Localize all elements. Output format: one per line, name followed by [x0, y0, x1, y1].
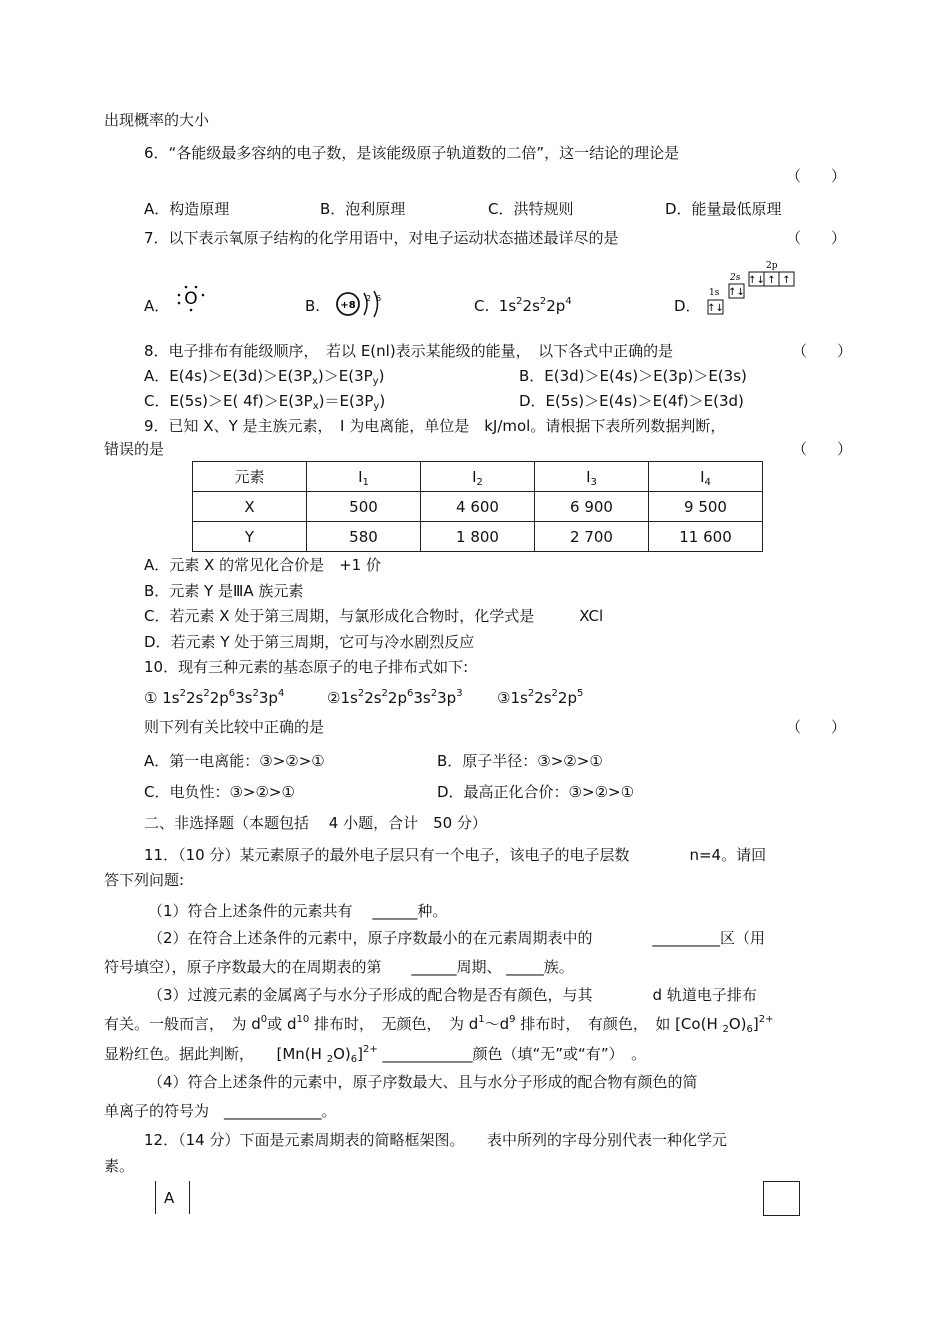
q11-part-2-continued: 符号填空），原子序数最大的在周期表的第 ______周期、 _____族。 — [104, 958, 574, 976]
periodic-table-cell-a-label: A — [164, 1189, 175, 1207]
q9-option-a: A．元素 X 的常见化合价是 +1 价 — [144, 556, 381, 574]
q8-option-b: B．E(3d)＞E(4s)＞E(3p)＞E(3s) — [519, 367, 747, 385]
q8-answer-paren: （ ） — [792, 342, 853, 360]
q10-config-1: ① $1s^22s^22p^63s^23p^4$ — [144, 688, 285, 707]
table-cell: 4 600 — [421, 492, 535, 522]
table-cell: 9 500 — [649, 492, 763, 522]
q11-part-3: （3）过渡元素的金属离子与水分子形成的配合物是否有颜色，与其 d 轨道电子排布 — [148, 986, 757, 1004]
q7-option-c: C. $1s^22s^22p^4$ — [474, 296, 572, 315]
q12-stem-continued: 素。 — [104, 1157, 135, 1175]
q8-option-d: D．E(5s)＞E(4s)＞E(4f)＞E(3d) — [519, 392, 744, 410]
lewis-oxygen-icon — [176, 283, 206, 313]
orbital-1s-box: ↑↓ — [707, 303, 724, 314]
q10-config-2: $②1s^22s^22p^63s^23p^3$ — [327, 688, 463, 707]
q8-stem: 8．电子排布有能级顺序， 若以 E(nl)表示某能级的能量， 以下各式中正确的是 — [144, 342, 674, 360]
q10-option-c: C．电负性：③>②>① — [144, 783, 295, 801]
table-cell: 500 — [307, 492, 421, 522]
q6-option-a: A．构造原理 — [144, 200, 230, 218]
q6-option-d: D．能量最低原理 — [665, 200, 782, 218]
q11-part-1: （1）符合上述条件的元素共有 ______种。 — [148, 902, 448, 920]
q7-answer-paren: （ ） — [786, 229, 847, 247]
table-header-cell: $I_2$ — [421, 462, 535, 492]
q10-stem-continued: 则下列有关比较中正确的是 — [144, 718, 325, 736]
q10-option-a: A．第一电离能：③>②>① — [144, 752, 325, 770]
table-header-cell: $I_1$ — [307, 462, 421, 492]
table-header-cell: $I_4$ — [649, 462, 763, 492]
q7-option-a-label: A． — [144, 297, 170, 315]
table-cell: X — [193, 492, 307, 522]
q11-part-3-line-3: 显粉红色。据此判断， [Mn(H $_2O)_6]^{2+}$ ____________颜色（填“无”或“有”） 。 — [104, 1044, 647, 1065]
q10-option-b: B．原子半径：③>②>① — [437, 752, 603, 770]
table-header-cell: $I_3$ — [535, 462, 649, 492]
q11-stem-continued: 答下列问题: — [104, 871, 185, 889]
svg-text:O: O — [184, 289, 198, 309]
q9-stem-continued: 错误的是 — [104, 440, 165, 458]
q8-option-a: A．$E(4s)>E(3d)>E(3P_x)>E(3P_y)$ — [144, 367, 385, 387]
table-cell: 2 700 — [535, 522, 649, 552]
q11-part-4-continued: 单离子的符号为 _____________。 — [104, 1102, 337, 1120]
table-cell: Y — [193, 522, 307, 552]
ionization-energy-table — [192, 461, 763, 552]
q7-option-d-label: D． — [674, 297, 701, 315]
periodic-table-cell-right — [763, 1181, 800, 1216]
bohr-nucleus: +8 — [340, 300, 356, 311]
q9-answer-paren: （ ） — [792, 440, 853, 458]
q7-stem: 7．以下表示氧原子结构的化学用语中，对电子运动状态描述最详尽的是 — [144, 229, 619, 247]
bohr-shell-1: 2 — [366, 294, 372, 303]
q10-option-d: D．最高正化合价：③>②>① — [437, 783, 635, 801]
orbital-diagram-icon — [706, 258, 801, 318]
orbital-2p-box-1: ↑↓ — [748, 275, 765, 286]
q10-answer-paren: （ ） — [786, 718, 847, 736]
section-heading: 二、非选择题（本题包括 4 小题，合计 50 分） — [144, 814, 487, 832]
table-row — [193, 522, 763, 552]
q6-option-c: C．洪特规则 — [488, 200, 574, 218]
table-row — [193, 492, 763, 522]
q11-part-3-line-2: 有关。一般而言， 为 $d^0$或 $d^{10}$ 排布时， 无颜色， 为 $d^1\sim d^9$ 排布时， 有颜色， 如 [Co(H $_2O)_6]^{2+}$ — [104, 1014, 774, 1035]
orbital-2p-box-3: ↑ — [782, 275, 791, 286]
q9-stem: 9．已知 X、Y 是主族元素， I 为电离能，单位是 kJ/mol。请根据下表所列数据判断， — [144, 417, 726, 435]
bohr-oxygen-icon — [336, 290, 386, 320]
bohr-shell-2: 6 — [376, 294, 382, 303]
q9-option-d: D．若元素 Y 处于第三周期，它可与冷水剧烈反应 — [144, 633, 475, 651]
intro-text: 出现概率的大小 — [104, 111, 210, 129]
q10-config-3: $③1s^22s^22p^5$ — [497, 688, 584, 707]
q10-stem: 10．现有三种元素的基态原子的电子排布式如下: — [144, 658, 469, 676]
q11-part-2: （2）在符合上述条件的元素中，原子序数最小的在元素周期表中的 _________区（用 — [148, 929, 766, 947]
q11-stem: 11．（10 分）某元素原子的最外电子层只有一个电子，该电子的电子层数 n=4。请回 — [144, 846, 767, 864]
q6-option-b: B．泡利原理 — [320, 200, 406, 218]
orbital-label-2p: 2p — [766, 261, 778, 271]
periodic-table-cell-a — [155, 1181, 190, 1214]
q9-option-c: C．若元素 X 处于第三周期，与氯形成化合物时，化学式是 XCl — [144, 607, 604, 625]
orbital-label-1s: 1s — [709, 288, 720, 298]
q6-stem: 6．“各能级最多容纳的电子数，是该能级原子轨道数的二倍”，这一结论的理论是 — [144, 144, 680, 162]
q12-stem: 12．（14 分）下面是元素周期表的简略框架图。 表中所列的字母分别代表一种化学元 — [144, 1131, 727, 1149]
q11-part-4: （4）符合上述条件的元素中，原子序数最大、且与水分子形成的配合物有颜色的简 — [148, 1073, 698, 1091]
orbital-label-2s: 2s — [730, 273, 741, 283]
table-header-cell: 元素 — [193, 462, 307, 492]
table-cell: 11 600 — [649, 522, 763, 552]
orbital-2s-box: ↑↓ — [728, 287, 745, 298]
q6-answer-paren: （ ） — [786, 167, 847, 185]
q8-option-c: C．E(5s)＞E( $4f)>E(3P_x)=E(3P_y)$ — [144, 392, 386, 412]
q7-option-b-label: B. — [305, 297, 321, 315]
q9-option-b: B．元素 Y 是ⅢA 族元素 — [144, 582, 304, 600]
table-cell: 6 900 — [535, 492, 649, 522]
table-cell: 580 — [307, 522, 421, 552]
table-cell: 1 800 — [421, 522, 535, 552]
table-header-row — [193, 462, 763, 492]
orbital-2p-box-2: ↑ — [767, 275, 776, 286]
